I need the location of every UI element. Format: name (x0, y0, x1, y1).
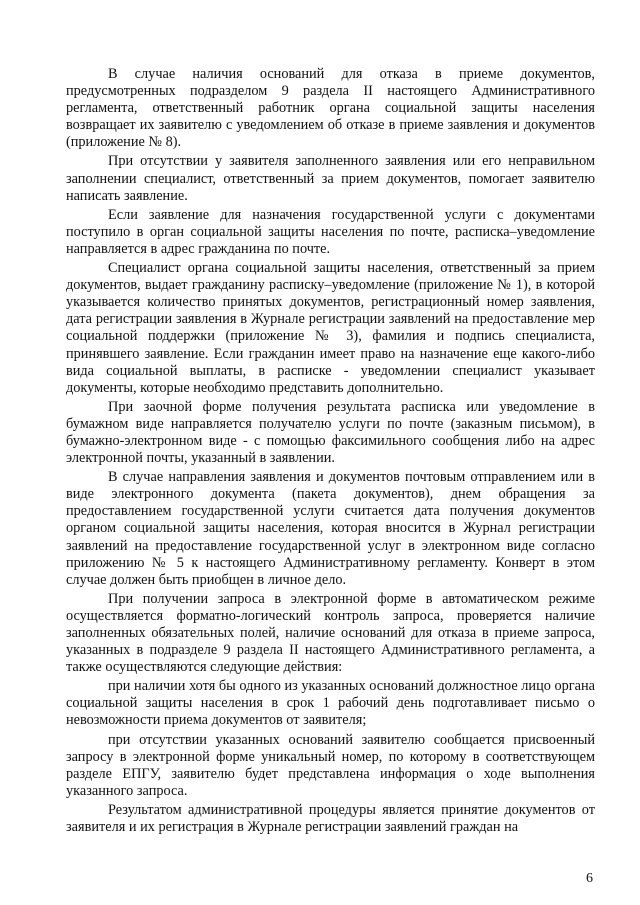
paragraph-procedure-result: Результатом административной процедуры является принятие документов от заявителя и их регистрация в Журнале регистрации заявлений граждан на (66, 801, 595, 836)
paragraph-grounds-present: при наличии хотя бы одного из указанных оснований должностное лицо органа социальной защиты населения в срок 1 рабочий день подготавливает письмо о невозможности приема документов от заявителя; (66, 678, 595, 729)
paragraph-electronic-control: При получении запроса в электронной форме в автоматическом режиме осуществляется форматно-логический контроль запроса, проверяется наличие заполненных обязательных полей, наличие оснований для отказа в приеме запроса, указанных в подразделе 9 раздела II настоящего Административного регламента, а также осуществляются следующие действия: (66, 590, 595, 676)
paragraph-postal-receipt: Если заявление для назначения государственной услуги с документами поступило в орган социальной защиты населения по почте, расписка–уведомление направляется в адрес гражданина по почте. (66, 206, 595, 257)
page-number: 6 (586, 871, 593, 886)
paragraph-refusal-return: В случае наличия оснований для отказа в приеме документов, предусмотренных подразделом 9 раздела II настоящего Административного регламента, ответственный работник органа социальной защиты населения возвращает их заявителю с уведомлением об отказе в приеме заявления и документов (приложение № 8). (66, 66, 595, 151)
paragraph-grounds-absent: при отсутствии указанных оснований заявителю сообщается присвоенный запросу в электронной форме уникальный номер, по которому в соответствующем разделе ЕПГУ, заявителю будет представлена информация о ходе выполнения указанного запроса. (66, 731, 595, 799)
paragraph-specialist-receipt: Специалист органа социальной защиты населения, ответственный за прием документов, выдает гражданину расписку–уведомление (приложение № 1), в которой указывается количество принятых документов, регистрационный номер заявления, дата регистрации заявления в Журнале регистрации заявлений на предоставление мер социальной поддержки (приложение № 3), фамилия и подпись специалиста, принявшего заявление. Если гражданин имеет право на назначение еще какого-либо вида социальной выплаты, в расписке - уведомлении специалист указывает документы, которые необходимо представить дополнительно. (66, 260, 595, 396)
paragraph-postal-electronic-date: В случае направления заявления и документов почтовым отправлением или в виде электронного документа (пакета документов), днем обращения за предоставлением государственной услуги считается дата получения документов органом социальной защиты населения, которая вносится в Журнал регистрации заявлений на предоставление государственной услуг в электронном виде согласно приложению № 5 к настоящего Административному регламенту. Конверт в этом случае должен быть приобщен в личное дело. (66, 469, 595, 588)
paragraph-remote-result: При заочной форме получения результата расписка или уведомление в бумажном виде направляется получателю услуги по почте (заказным письмом), в бумажно-электронном виде - с помощью факсимильного сообщения либо на адрес электронной почты, указанный в заявлении. (66, 398, 595, 467)
paragraph-help-filling: При отсутствии у заявителя заполненного заявления или его неправильном заполнении специалист, ответственный за прием документов, помогает заявителю написать заявление. (66, 153, 595, 204)
document-page (66, 66, 595, 838)
